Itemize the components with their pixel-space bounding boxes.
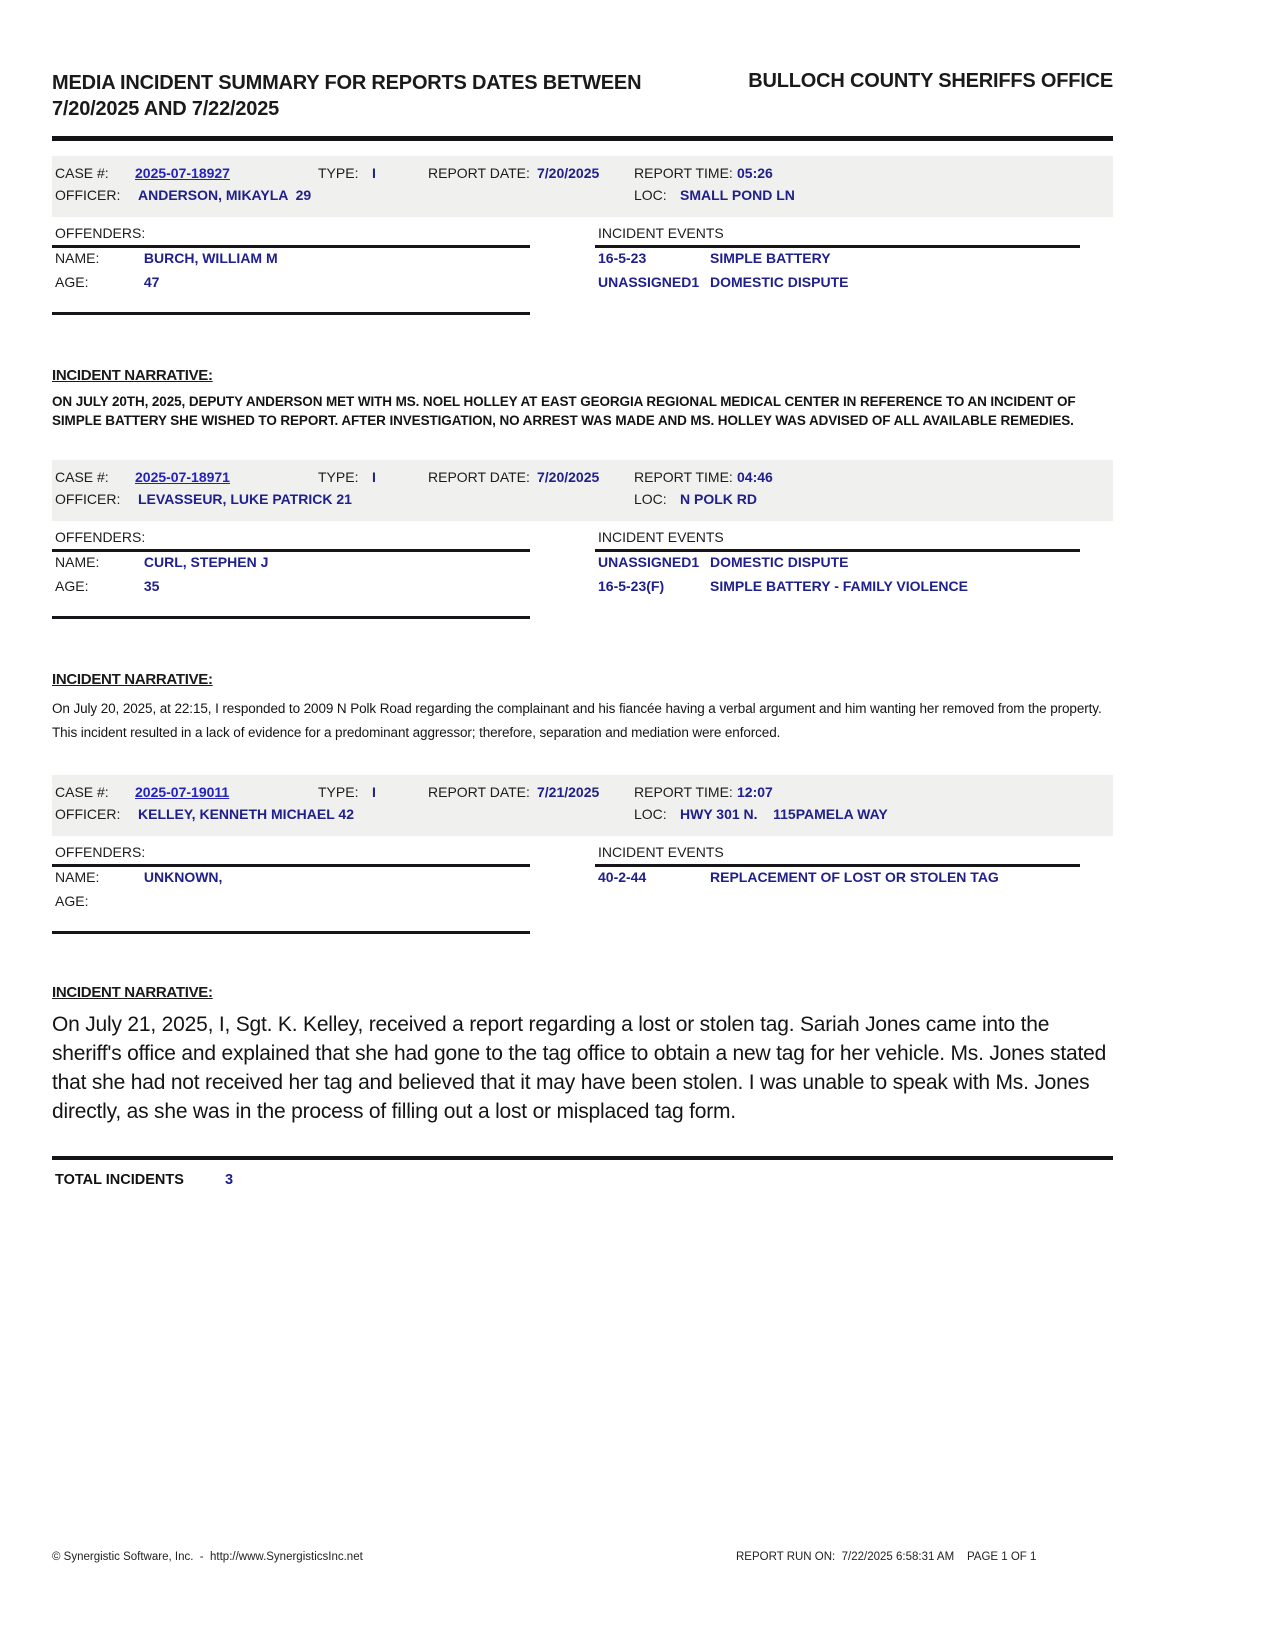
case-header bbox=[52, 156, 1113, 217]
divider bbox=[52, 931, 530, 934]
footer-run-info: REPORT RUN ON: 7/22/2025 6:58:31 AM PAGE 1 OF 1 bbox=[736, 1551, 1037, 1563]
report-date-value: 7/20/2025 bbox=[537, 469, 600, 486]
case-header bbox=[52, 460, 1113, 521]
narrative-text: ON JULY 20TH, 2025, DEPUTY ANDERSON MET WITH MS. NOEL HOLLEY AT EAST GEORGIA REGIONAL MEDICAL CENTER IN REFERENCE TO AN INCIDENT OF SIMPLE BATTERY SHE WISHED TO REPORT. AFTER INVESTIGATION, NO ARREST WAS MADE AND MS. HOLLEY WAS ADVISED OF ALL AVAILABLE REMEDIES. bbox=[52, 394, 1076, 428]
footer-copyright: © Synergistic Software, Inc. - http://www.SynergisticsInc.net bbox=[52, 1551, 363, 1563]
event-row bbox=[595, 578, 1080, 600]
events-column bbox=[595, 225, 1080, 296]
type-label: TYPE: bbox=[318, 469, 359, 486]
divider bbox=[52, 245, 530, 248]
event-description: DOMESTIC DISPUTE bbox=[710, 274, 849, 290]
report-content bbox=[52, 0, 1113, 1194]
events-column bbox=[595, 844, 1080, 891]
divider bbox=[52, 549, 530, 552]
case-header bbox=[52, 775, 1113, 836]
offenders-heading: OFFENDERS: bbox=[55, 843, 146, 860]
agency-name: BULLOCH COUNTY SHERIFFS OFFICE bbox=[748, 70, 1113, 92]
name-label: NAME: bbox=[55, 554, 100, 571]
location-label: LOC: bbox=[634, 805, 667, 822]
event-code: 40-2-44 bbox=[598, 868, 647, 885]
offender-age-row bbox=[52, 578, 530, 600]
narrative-section bbox=[52, 984, 1113, 1127]
case-header-row-1 bbox=[52, 784, 1113, 806]
incident-block-3 bbox=[52, 775, 1113, 1127]
narrative-heading: INCIDENT NARRATIVE: bbox=[52, 671, 213, 689]
case-number-link[interactable]: 2025-07-18971 bbox=[135, 469, 230, 486]
offenders-column bbox=[52, 529, 530, 619]
totals-divider bbox=[52, 1156, 1113, 1160]
officer-label: OFFICER: bbox=[55, 187, 121, 203]
total-incidents-value: 3 bbox=[225, 1172, 234, 1189]
case-header-row-2 bbox=[52, 187, 1113, 209]
case-number-label: CASE #: bbox=[55, 469, 109, 486]
offender-name-value: UNKNOWN, bbox=[143, 868, 223, 885]
event-row bbox=[595, 554, 1080, 576]
offenders-events-section bbox=[52, 844, 1113, 962]
event-description: SIMPLE BATTERY - FAMILY VIOLENCE bbox=[710, 578, 968, 595]
officer-value: KELLEY, KENNETH MICHAEL 42 bbox=[138, 805, 354, 822]
narrative-section bbox=[52, 367, 1113, 430]
divider bbox=[595, 245, 1080, 248]
location-value: SMALL POND LN bbox=[680, 187, 795, 203]
age-label: AGE: bbox=[55, 578, 89, 595]
case-number-label: CASE #: bbox=[55, 783, 109, 800]
location-value: HWY 301 N. 115PAMELA WAY bbox=[680, 805, 888, 822]
narrative-text: On July 20, 2025, at 22:15, I responded to 2009 N Polk Road regarding the complainant and his fiancée having a verbal argument and him wanting her removed from the property. This incident resulted in a lack of evidence for a predominant aggressor; therefore, separation and mediation were enforced. bbox=[52, 701, 1102, 740]
offender-age-value: 47 bbox=[143, 274, 160, 290]
event-description: DOMESTIC DISPUTE bbox=[710, 554, 849, 571]
incident-events-heading: INCIDENT EVENTS bbox=[598, 225, 724, 241]
divider bbox=[52, 864, 530, 867]
offenders-heading: OFFENDERS: bbox=[55, 225, 146, 241]
offender-age-row bbox=[52, 893, 530, 915]
document-header bbox=[52, 70, 1113, 122]
offender-name-row bbox=[52, 554, 530, 576]
officer-label: OFFICER: bbox=[55, 491, 121, 508]
location-label: LOC: bbox=[634, 187, 667, 203]
narrative-heading: INCIDENT NARRATIVE: bbox=[52, 983, 213, 1001]
incident-block-2 bbox=[52, 460, 1113, 744]
type-value: I bbox=[372, 783, 376, 800]
type-label: TYPE: bbox=[318, 165, 359, 181]
offender-name-row bbox=[52, 250, 530, 272]
case-header-row-2 bbox=[52, 806, 1113, 828]
narrative-heading: INCIDENT NARRATIVE: bbox=[52, 367, 213, 384]
event-row bbox=[595, 869, 1080, 891]
offender-age-value: 35 bbox=[143, 578, 160, 595]
case-header-row-1 bbox=[52, 469, 1113, 491]
report-time-value: 05:26 bbox=[737, 165, 773, 181]
incident-block-1 bbox=[52, 156, 1113, 430]
header-divider bbox=[52, 136, 1113, 141]
narrative-section bbox=[52, 671, 1113, 744]
report-time-value: 12:07 bbox=[737, 783, 773, 800]
totals-row bbox=[52, 1172, 1113, 1194]
offenders-column bbox=[52, 225, 530, 315]
incident-events-heading: INCIDENT EVENTS bbox=[598, 843, 724, 860]
report-time-value: 04:46 bbox=[737, 469, 773, 486]
report-date-value: 7/21/2025 bbox=[537, 783, 600, 800]
age-label: AGE: bbox=[55, 892, 89, 909]
event-description: SIMPLE BATTERY bbox=[710, 250, 831, 266]
event-code: UNASSIGNED1 bbox=[598, 274, 700, 290]
case-number-label: CASE #: bbox=[55, 165, 109, 181]
officer-label: OFFICER: bbox=[55, 805, 121, 822]
event-code: 16-5-23(F) bbox=[598, 578, 665, 595]
report-time-label: REPORT TIME: bbox=[634, 165, 733, 181]
event-row bbox=[595, 250, 1080, 272]
case-header-row-1 bbox=[52, 165, 1113, 187]
location-label: LOC: bbox=[634, 491, 667, 508]
total-incidents-label: TOTAL INCIDENTS bbox=[55, 1172, 184, 1189]
report-time-label: REPORT TIME: bbox=[634, 783, 733, 800]
type-value: I bbox=[372, 165, 376, 181]
divider bbox=[52, 616, 530, 619]
type-label: TYPE: bbox=[318, 783, 359, 800]
offender-name-row bbox=[52, 869, 530, 891]
event-code: UNASSIGNED1 bbox=[598, 554, 700, 571]
case-number-link[interactable]: 2025-07-19011 bbox=[135, 783, 230, 800]
narrative-text: On July 21, 2025, I, Sgt. K. Kelley, received a report regarding a lost or stolen tag. Sariah Jones came into the sheriff's office and explained that she had gone to the tag office to obtain a new tag for her vehicle. Ms. Jones stated that she had not received her tag and believed that it may have been stolen. I was unable to speak with Ms. Jones directly, as she was in the process of filling out a lost or misplaced tag form. bbox=[52, 1012, 1107, 1124]
report-title: MEDIA INCIDENT SUMMARY FOR REPORTS DATES BETWEEN 7/20/2025 AND 7/22/2025 bbox=[52, 72, 642, 120]
offender-name-value: CURL, STEPHEN J bbox=[143, 554, 269, 571]
page-footer bbox=[52, 1551, 1113, 1571]
report-date-label: REPORT DATE: bbox=[428, 165, 530, 181]
events-column bbox=[595, 529, 1080, 600]
name-label: NAME: bbox=[55, 250, 100, 266]
location-value: N POLK RD bbox=[680, 491, 757, 508]
case-number-link[interactable]: 2025-07-18927 bbox=[135, 165, 230, 181]
type-value: I bbox=[372, 469, 376, 486]
offender-age-row bbox=[52, 274, 530, 296]
divider bbox=[595, 864, 1080, 867]
divider bbox=[595, 549, 1080, 552]
age-label: AGE: bbox=[55, 274, 89, 290]
officer-value: LEVASSEUR, LUKE PATRICK 21 bbox=[138, 491, 352, 508]
offenders-events-section bbox=[52, 225, 1113, 343]
report-date-label: REPORT DATE: bbox=[428, 783, 530, 800]
offenders-column bbox=[52, 844, 530, 934]
offenders-events-section bbox=[52, 529, 1113, 647]
report-date-label: REPORT DATE: bbox=[428, 469, 530, 486]
divider bbox=[52, 312, 530, 315]
report-date-value: 7/20/2025 bbox=[537, 165, 600, 181]
name-label: NAME: bbox=[55, 868, 100, 885]
officer-value: ANDERSON, MIKAYLA 29 bbox=[138, 187, 312, 203]
event-row bbox=[595, 274, 1080, 296]
event-description: REPLACEMENT OF LOST OR STOLEN TAG bbox=[710, 868, 999, 885]
case-header-row-2 bbox=[52, 491, 1113, 513]
report-time-label: REPORT TIME: bbox=[634, 469, 733, 486]
offender-name-value: BURCH, WILLIAM M bbox=[143, 250, 278, 266]
event-code: 16-5-23 bbox=[598, 250, 647, 266]
offenders-heading: OFFENDERS: bbox=[55, 529, 146, 546]
incident-events-heading: INCIDENT EVENTS bbox=[598, 529, 724, 546]
